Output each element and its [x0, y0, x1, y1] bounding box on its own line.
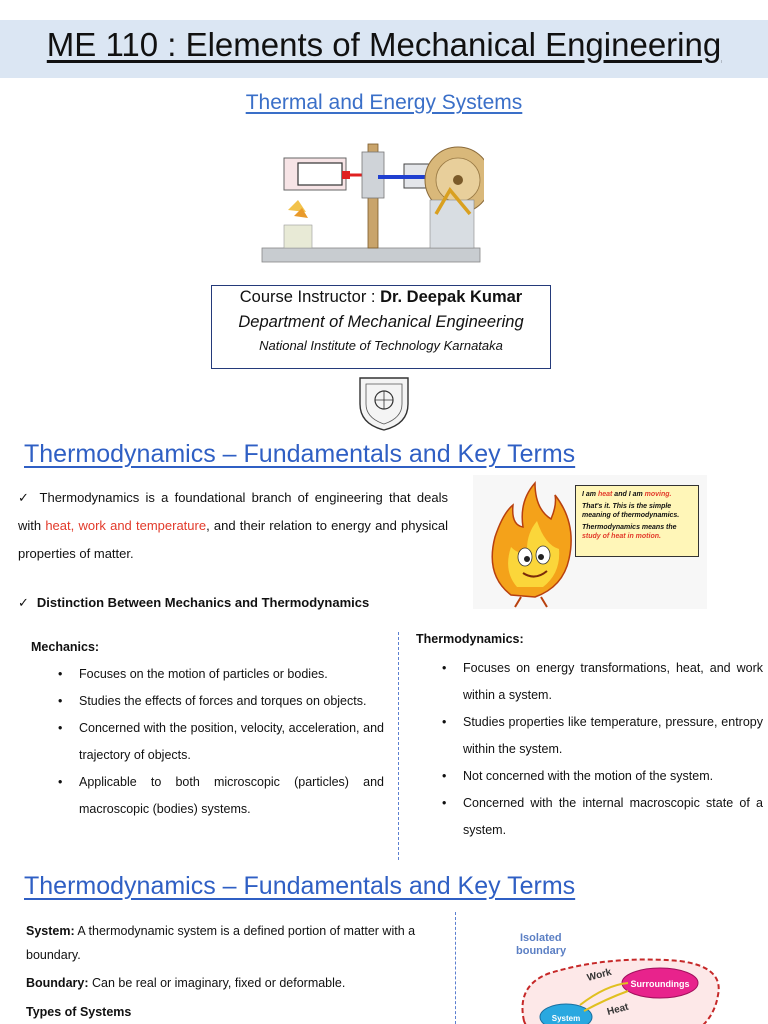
bubble-text: and I am: [612, 491, 645, 498]
column-divider: [455, 912, 456, 1024]
distinction-heading: [18, 595, 369, 611]
column-divider: [398, 632, 399, 860]
checkmark-icon: ✓: [18, 595, 29, 610]
list-item: • Concerned with the internal macroscopic state of a system.: [438, 790, 763, 844]
list-item: • Applicable to both microscopic (particles) and macroscopic (bodies) systems.: [54, 769, 384, 823]
bubble-highlight-moving: moving.: [644, 491, 672, 498]
list-item: • Concerned with the position, velocity, acceleration, and trajectory of objects.: [54, 715, 384, 769]
thermodynamics-heading: Thermodynamics:: [416, 632, 524, 646]
boundary-text: Can be real or imaginary, fixed or deformable.: [88, 976, 346, 990]
list-item: • Studies properties like temperature, pressure, entropy within the system.: [438, 709, 763, 763]
instructor-box: [211, 285, 551, 369]
diagram-title-line-1: Isolated: [520, 932, 562, 944]
bubble-line-2: That's it. This is the simple meaning of thermodynamics.: [582, 503, 680, 519]
bubble-highlight-study: study of heat in motion.: [582, 533, 661, 540]
document-title: ME 110 : Elements of Mechanical Engineering: [46, 26, 722, 63]
institute-name: National Institute of Technology Karnataka: [259, 338, 503, 353]
instructor-prefix: Course Instructor :: [239, 288, 381, 306]
section-1-title: Thermodynamics – Fundamentals and Key Terms: [24, 440, 576, 468]
system-label: System:: [26, 924, 75, 938]
checkmark-icon: ✓: [18, 490, 32, 505]
intro-text-before: Thermodynamics is a foundational branch of engineering that deals with: [18, 490, 448, 533]
boundary-definition: [26, 971, 446, 995]
department-name: Department of Mechanical Engineering: [238, 313, 524, 331]
stirling-engine-illustration: [258, 130, 484, 266]
surroundings-label: Surroundings: [630, 979, 690, 989]
speech-bubble: [575, 485, 699, 557]
system-text: A thermodynamic system is a defined portion of matter with a boundary.: [26, 924, 416, 962]
system-definition: [26, 919, 446, 967]
system-label-diagram: System: [551, 1014, 581, 1023]
heat-label: Heat: [605, 1001, 630, 1018]
document-subtitle: Thermal and Energy Systems: [245, 91, 523, 114]
mechanics-heading: Mechanics:: [31, 640, 100, 654]
flame-cartoon: [473, 475, 707, 609]
bubble-highlight-heat: heat: [597, 491, 613, 498]
work-label: Work: [585, 966, 613, 984]
instructor-name: Dr. Deepak Kumar: [380, 288, 523, 306]
institute-logo: [356, 374, 412, 432]
instructor-line: [212, 288, 550, 307]
intro-text-after: , and their relation to energy and physical properties of matter.: [18, 518, 448, 561]
types-of-systems-heading: Types of Systems: [26, 1005, 132, 1019]
list-item: • Focuses on the motion of particles or bodies.: [54, 661, 384, 688]
list-item: • Studies the effects of forces and torques on objects.: [54, 688, 384, 715]
bubble-text: Thermodynamics means the: [582, 524, 677, 531]
distinction-title: Distinction Between Mechanics and Thermodynamics: [36, 595, 370, 610]
diagram-title-line-2: boundary: [516, 945, 567, 957]
mechanics-list: [54, 661, 384, 823]
intro-paragraph: [18, 484, 448, 568]
section-2-title: Thermodynamics – Fundamentals and Key Terms: [24, 872, 576, 900]
thermodynamics-list: [438, 655, 763, 844]
isolated-system-diagram: [510, 925, 730, 1024]
boundary-label: Boundary:: [26, 976, 89, 990]
bubble-text: I am: [582, 491, 598, 498]
intro-highlight: heat, work and temperature: [45, 518, 207, 533]
list-item: • Focuses on energy transformations, heat, and work within a system.: [438, 655, 763, 709]
list-item: • Not concerned with the motion of the system.: [438, 763, 763, 790]
